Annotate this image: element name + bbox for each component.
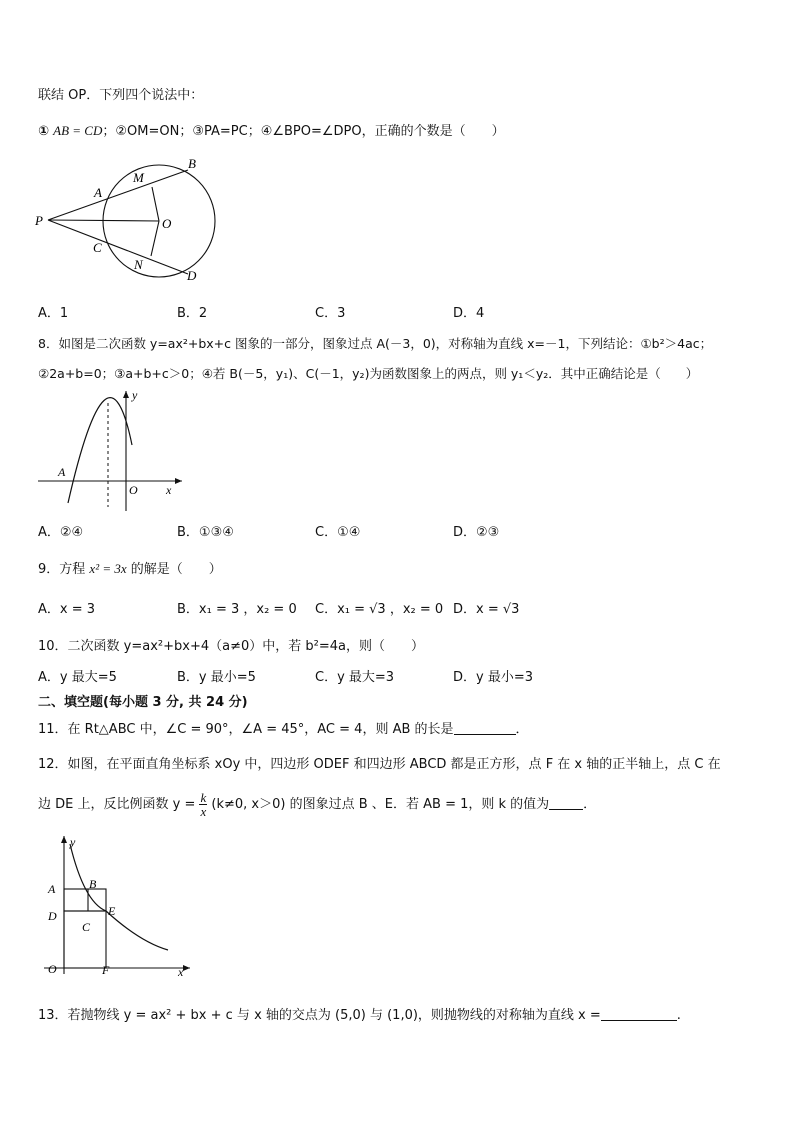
q13-answer-blank	[601, 1020, 677, 1021]
q11-answer-blank	[454, 734, 516, 735]
q13-text: 13．若抛物线 y = ax² + bx + c 与 x 轴的交点为 (5,0) 与 (1,0)，则抛物线的对称轴为直线 x =	[38, 1008, 601, 1023]
q12-label-B: B	[89, 877, 97, 891]
q12-label-O: O	[48, 962, 57, 976]
q7-intro: 联结 OP．下列四个说法中：	[38, 88, 204, 103]
q9-option-c: C．x₁ = √3 ，x₂ = 0	[315, 602, 444, 617]
q12-figure	[40, 832, 200, 980]
q12-label-F: F	[102, 963, 110, 977]
q12-label-D: D	[48, 909, 57, 923]
q12-label-A: A	[48, 882, 56, 896]
q7-statement-3: ③PA=PC；	[192, 124, 261, 139]
q12-fraction-denominator: x	[200, 804, 207, 819]
q7-line-PO	[48, 220, 159, 221]
q9-option-b: B．x₁ = 3 ，x₂ = 0	[177, 602, 297, 617]
q9-line	[38, 558, 222, 577]
q8-y-axis-arrow	[123, 391, 129, 398]
q8-option-a: A．②④	[38, 525, 84, 540]
q7-label-B: B	[188, 156, 196, 171]
q12-x-axis-arrow	[183, 965, 190, 971]
q13-end: .	[676, 1008, 681, 1023]
section-2-title: 二、填空题(每小题 3 分, 共 24 分)	[38, 695, 248, 710]
q9-option-d: D．x = √3	[453, 602, 520, 617]
q7-statement-2: ；②OM=ON；	[102, 124, 193, 139]
q8-x-axis-arrow	[175, 478, 182, 484]
q12-label-y: y	[70, 835, 76, 849]
q10-option-d: D．y 最小=3	[453, 670, 533, 685]
q9-option-a: A．x = 3	[38, 602, 96, 617]
q8-label-x: x	[166, 483, 172, 497]
q7-option-a: A．1	[38, 306, 69, 321]
q7-label-C: C	[93, 240, 102, 255]
q7-question: 正确的个数是（ ）	[374, 124, 505, 139]
q8-label-A: A	[58, 465, 66, 479]
q9-equation: x² = 3x	[89, 561, 127, 576]
q7-label-A: A	[94, 185, 102, 200]
q7-statements	[38, 120, 505, 139]
q12-end: ．	[583, 797, 597, 812]
q11-end: ．	[515, 722, 529, 737]
q11-line	[38, 718, 529, 737]
q8-parabola	[68, 398, 132, 503]
q11-text: 11．在 Rt△ABC 中，∠C = 90°，∠A = 45°，AC = 4，则 AB 的长是	[38, 722, 454, 737]
q8-line-1: 8．如图是二次函数 y=ax²+bx+c 图象的一部分，图象过点 A(－3，0)，对称轴为直线 x=－1，下列结论：①b²＞4ac；	[38, 336, 713, 351]
q8-option-b: B．①③④	[177, 525, 234, 540]
q8-label-y: y	[132, 388, 138, 402]
q12-y-axis-arrow	[61, 836, 67, 843]
q10-option-b: B．y 最小=5	[177, 670, 256, 685]
q12-fraction-numerator: k	[200, 790, 207, 805]
q8-option-c: C．①④	[315, 525, 361, 540]
q13-line	[38, 1004, 681, 1023]
q7-circle-figure	[30, 150, 230, 285]
q12-line-2	[38, 790, 596, 820]
q7-line-MO	[152, 187, 159, 221]
q9-suffix: 的解是（ ）	[130, 562, 222, 577]
q7-label-M: M	[133, 170, 144, 185]
q12-label-C: C	[82, 920, 91, 934]
q7-label-O: O	[162, 216, 172, 231]
q12-label-E: E	[108, 904, 116, 918]
q7-statement-4: ④∠BPO=∠DPO，	[260, 124, 375, 139]
q12-line-1: 12．如图，在平面直角坐标系 xOy 中，四边形 ODEF 和四边形 ABCD 都是正方形，点 F 在 x 轴的正半轴上，点 C 在	[38, 757, 721, 772]
q7-label-P: P	[35, 213, 43, 228]
q7-statement-1-arc-equation: AB = CD	[53, 123, 103, 138]
q7-option-b: B．2	[177, 306, 208, 321]
q7-label-D: D	[187, 268, 197, 283]
q7-option-c: C．3	[315, 306, 346, 321]
q8-parabola-figure	[32, 385, 192, 515]
q12-label-x: x	[178, 965, 184, 979]
q12-answer-blank	[549, 809, 583, 810]
q12-fraction	[199, 791, 207, 818]
q7-line-NO	[151, 221, 159, 256]
q12-text-b: (k≠0, x＞0) 的图象过点 B 、E．若 AB = 1，则 k 的值为	[211, 797, 550, 812]
q7-line-PB	[48, 170, 188, 220]
q12-text-a: 边 DE 上，反比例函数 y =	[38, 797, 196, 812]
q10-line: 10．二次函数 y=ax²+bx+4（a≠0）中，若 b²=4a，则（ ）	[38, 639, 424, 654]
q7-label-N: N	[134, 257, 143, 272]
q8-line-2: ②2a+b=0；③a+b+c＞0；④若 B(－5，y₁)、C(－1，y₂)为函数图象上的两点，则 y₁＜y₂．其中正确结论是（ ）	[38, 366, 699, 381]
q9-prefix: 9．方程	[38, 562, 86, 577]
q10-option-c: C．y 最大=3	[315, 670, 395, 685]
q7-option-d: D．4	[453, 306, 485, 321]
q8-label-O: O	[129, 483, 138, 497]
q8-option-d: D．②③	[453, 525, 500, 540]
q12-hyperbola	[70, 844, 168, 950]
q10-option-a: A．y 最大=5	[38, 670, 117, 685]
q7-statement-1-mark: ①	[38, 124, 50, 139]
